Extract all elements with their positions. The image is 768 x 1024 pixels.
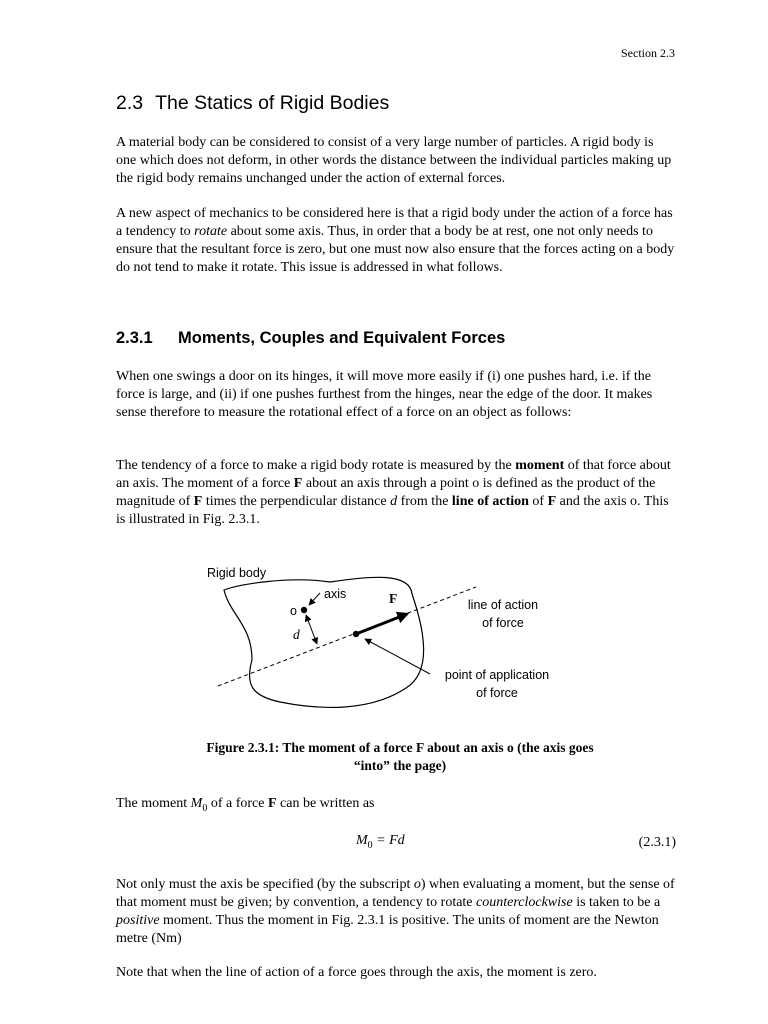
paragraph-zero-moment-note: Note that when the line of action of a force goes through the axis, the moment is zero. [116, 965, 597, 980]
figure-svg [200, 560, 570, 720]
label-d: d [293, 627, 300, 642]
paragraph-door-example: When one swings a door on its hinges, it will move more easily if (i) one pushes hard, i.e. if the force is large, and (ii) if one pushes furthest from the hinges, near the edge of the door. It makes sense therefore to measure the rotational effect of a force on an object as follows: [116, 369, 653, 420]
figure-moment-diagram [200, 560, 570, 720]
equation-moment: $M_0 = Fd$ [356, 833, 405, 851]
paragraph-moment-sign-convention: Not only must the axis be specified (by the subscript o) when evaluating a moment, but the sense of that moment must be given; by convention, a tendency to rotate counterclockwise is taken to be a positive moment. Thus the moment in Fig. 2.3.1 is positive. The units of moment are the Newton metre (Nm) [116, 877, 675, 946]
axis-point-o [301, 607, 307, 613]
section-number: 2.3 [116, 92, 144, 114]
subsection-title-text: Moments, Couples and Equivalent Forces [178, 329, 506, 347]
force-arrow [356, 614, 407, 634]
point-of-application-pointer [365, 639, 430, 674]
label-o: o [290, 604, 297, 618]
label-axis: axis [324, 587, 347, 601]
label-point-of-application-1: point of application [444, 668, 550, 682]
axis-pointer-arrow [309, 593, 320, 605]
label-point-of-application-2: of force [476, 686, 518, 700]
section-title-text: The Statics of Rigid Bodies [155, 92, 390, 114]
page-header-section-label: Section 2.3 [621, 46, 675, 60]
distance-d-arrow [306, 615, 317, 644]
figure-caption-line-1: Figure 2.3.1: The moment of a force F about an axis o (the axis goes [206, 740, 594, 755]
label-F: F [389, 591, 398, 606]
paragraph-moment-expression: The moment $M_0$ of a force F can be written as [116, 796, 375, 814]
equation-number: (2.3.1) [638, 835, 676, 850]
paragraph-rotation-aspect: A new aspect of mechanics to be considered here is that a rigid body under the action of a force has a tendency to rotate about some axis. Thus, in order that a body be at rest, one not only needs to ensure that the resultant force is zero, but one must now also ensure that the forces acting on a body do not tend to make it rotate. This issue is addressed in what follows. [116, 206, 675, 275]
label-line-of-action-1: line of action [467, 598, 539, 612]
figure-caption [160, 739, 640, 775]
paragraph-moment-definition: The tendency of a force to make a rigid body rotate is measured by the moment of that force about an axis. The moment of a force F about an axis through a point o is defined as the product of the magnitude of F times the perpendicular distance d from the line of action of F and the axis o. This is illustrated in Fig. 2.3.1. [116, 458, 671, 527]
label-line-of-action-2: of force [482, 616, 524, 630]
subsection-title [116, 329, 505, 348]
line-of-action [218, 587, 476, 686]
subsection-number: 2.3.1 [116, 329, 153, 347]
label-rigid-body: Rigid body [207, 566, 267, 580]
paragraph-rigid-body-definition: A material body can be considered to consist of a very large number of particles. A rigid body is one which does not deform, in other words the distance between the individual particles making up the rigid body remains unchanged under the action of external forces. [116, 135, 672, 186]
figure-caption-line-2: “into” the page) [353, 758, 447, 773]
section-title [116, 92, 389, 115]
